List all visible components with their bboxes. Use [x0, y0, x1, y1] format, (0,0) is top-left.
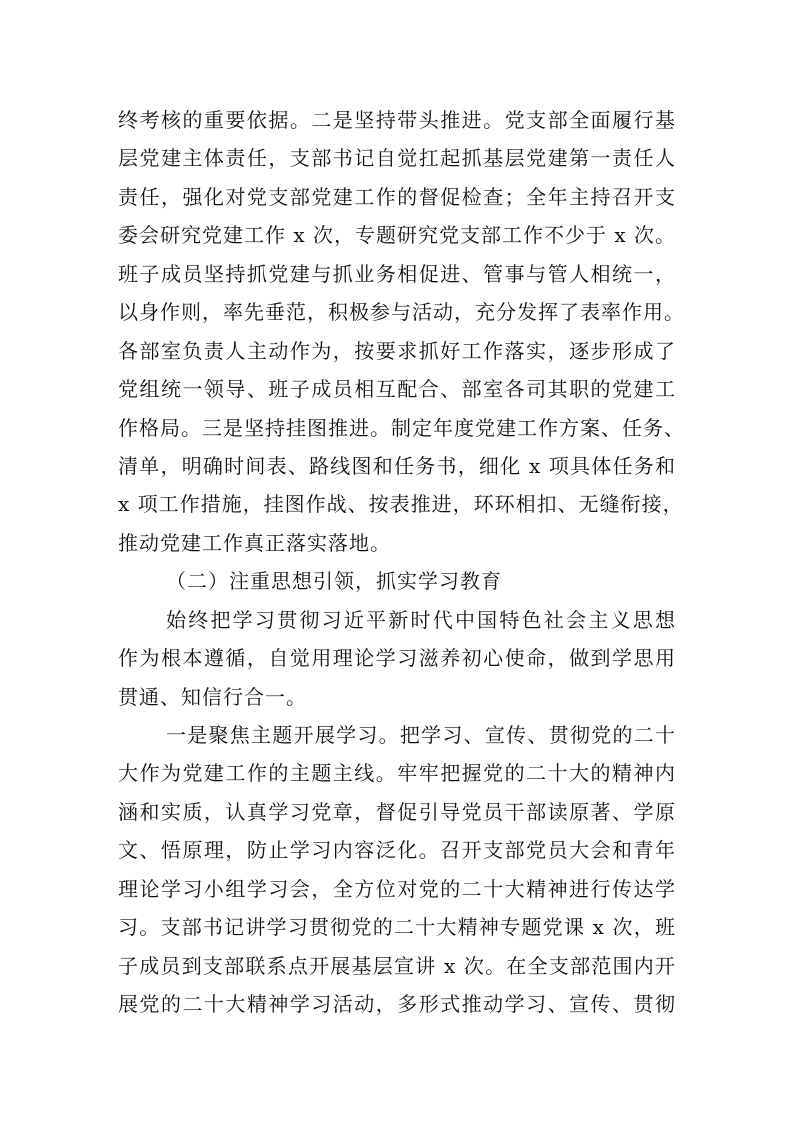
- text-line: 涵和实质，认真学习党章，督促引导党员干部读原著、学原: [118, 799, 676, 824]
- text-line: 作为根本遵循，自觉用理论学习滋养初心使命，做到学思用: [118, 646, 676, 671]
- document-page: [118, 101, 685, 1024]
- text-line: 始终把学习贯彻习近平新时代中国特色社会主义思想: [166, 607, 676, 632]
- text-line: 一是聚焦主题开展学习。把学习、宣传、贯彻党的二十: [166, 723, 676, 747]
- text-line: 大作为党建工作的主题主线。牢牢把握党的二十大的精神内: [118, 761, 676, 786]
- text-line: 委会研究党建工作 x 次，专题研究党支部工作不少于 x 次。: [118, 223, 676, 248]
- text-line: 以身作则，率先垂范，积极参与活动，充分发挥了表率作用。: [118, 300, 685, 325]
- text-line: 习。支部书记讲学习贯彻党的二十大精神专题党课 x 次，班: [118, 915, 676, 940]
- text-line: 党组统一领导、班子成员相互配合、部室各司其职的党建工: [118, 377, 676, 402]
- text-line: x 项工作措施，挂图作战、按表推进，环环相扣、无缝衔接，: [118, 492, 684, 517]
- text-line: 展党的二十大精神学习活动，多形式推动学习、宣传、贯彻: [118, 992, 676, 1017]
- text-line: 责任，强化对党支部党建工作的督促检查；全年主持召开支: [118, 184, 676, 209]
- text-line: 文、悟原理，防止学习内容泛化。召开支部党员大会和青年: [118, 838, 676, 863]
- text-line: 子成员到支部联系点开展基层宣讲 x 次。在全支部范围内开: [118, 953, 676, 978]
- text-line: 理论学习小组学习会，全方位对党的二十大精神进行传达学: [118, 876, 676, 901]
- text-line: 层党建主体责任，支部书记自觉扛起抓基层党建第一责任人: [118, 146, 676, 171]
- text-line: 终考核的重要依据。二是坚持带头推进。党支部全面履行基: [118, 108, 676, 132]
- text-line: 推动党建工作真正落实落地。: [118, 530, 391, 555]
- text-line: 作格局。三是坚持挂图推进。制定年度党建工作方案、任务、: [118, 415, 685, 440]
- text-line: 贯通、知信行合一。: [118, 684, 307, 709]
- section-heading: （二）注重思想引领，抓实学习教育: [166, 569, 502, 594]
- text-line: 清单，明确时间表、路线图和任务书，细化 x 项具体任务和: [118, 453, 676, 478]
- text-line: 班子成员坚持抓党建与抓业务相促进、管事与管人相统一，: [118, 261, 676, 286]
- text-line: 各部室负责人主动作为，按要求抓好工作落实，逐步形成了: [118, 338, 676, 363]
